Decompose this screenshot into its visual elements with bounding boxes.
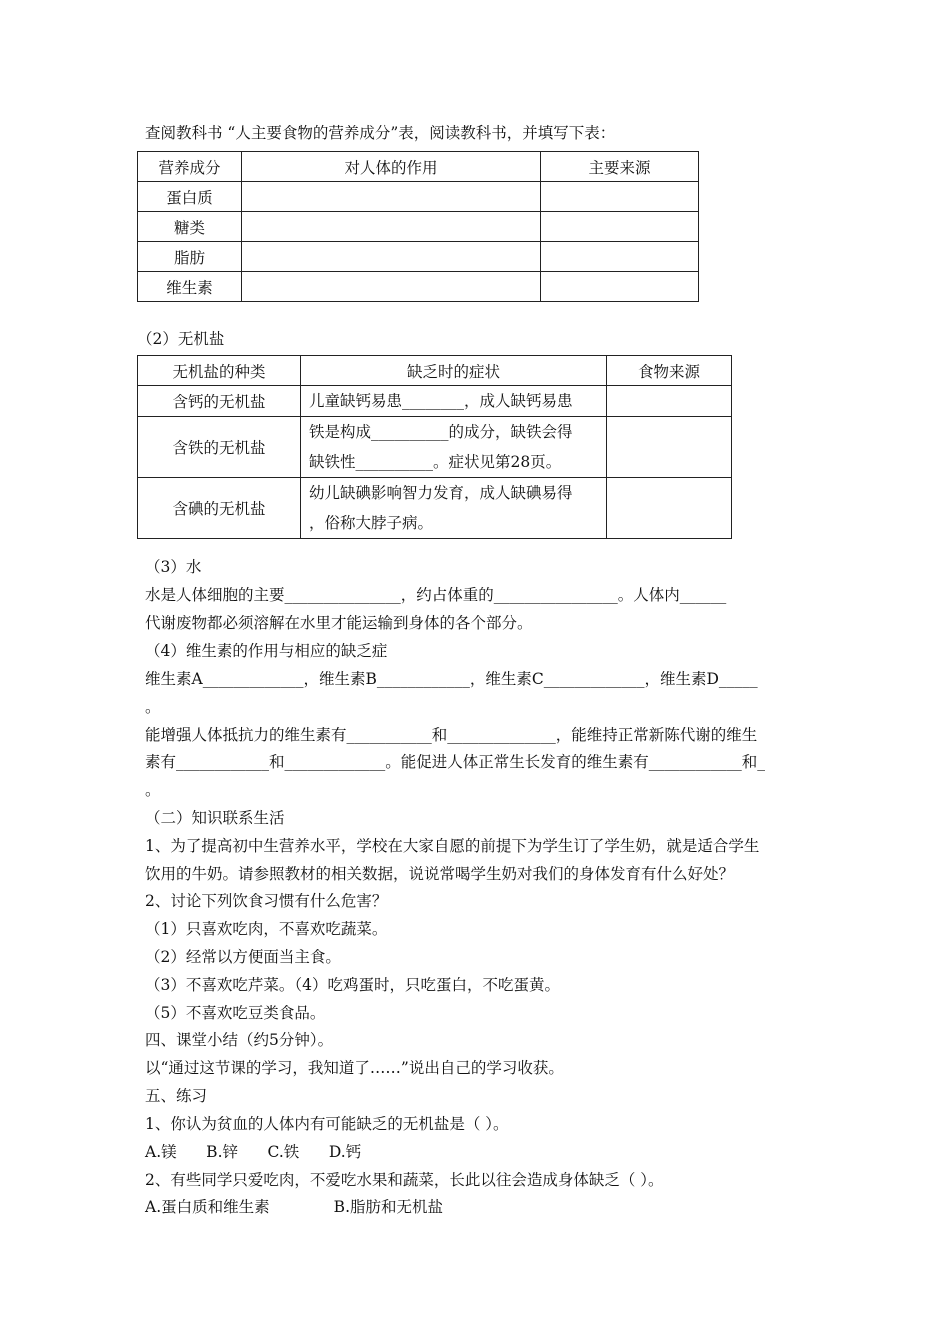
section-heading: （2）无机盐 bbox=[137, 330, 225, 348]
table-cell bbox=[242, 182, 541, 212]
cell-line: 缺铁性__________。症状见第28页。 bbox=[309, 453, 562, 471]
table-row-label: 含铁的无机盐 bbox=[138, 417, 301, 478]
text-line: 维生素A_____________，维生素B____________，维生素C_____________，维生素D_____ bbox=[145, 670, 758, 688]
text-line: 五、练习 bbox=[145, 1087, 208, 1105]
text-line: （4）维生素的作用与相应的缺乏症 bbox=[145, 642, 388, 660]
table-header: 营养成分 bbox=[138, 152, 242, 182]
text-line: 水是人体细胞的主要_______________，约占体重的________________。人体内______ bbox=[145, 586, 727, 604]
table-cell bbox=[607, 478, 732, 539]
text-line: 素有____________和_____________。能促进人体正常生长发育的维生素有____________和_ bbox=[145, 753, 766, 771]
text-line: （3）不喜欢吃芹菜。（4）吃鸡蛋时，只吃蛋白，不吃蛋黄。 bbox=[145, 976, 560, 994]
text-line: 2、有些同学只爱吃肉，不爱吃水果和蔬菜，长此以往会造成身体缺乏（ ）。 bbox=[145, 1171, 664, 1189]
text-line: （3）水 bbox=[145, 558, 202, 576]
table-cell bbox=[301, 417, 607, 478]
text-line: 饮用的牛奶。请参照教材的相关数据，说说常喝学生奶对我们的身体发育有什么好处？ bbox=[145, 865, 735, 883]
cell-line: 幼儿缺碘影响智力发育，成人缺碘易得 bbox=[309, 484, 573, 502]
text-line: 2、讨论下列饮食习惯有什么危害？ bbox=[145, 892, 388, 910]
text-line: （二）知识联系生活 bbox=[145, 809, 285, 827]
text-line: A.镁 B.锌 C.铁 D.钙 bbox=[145, 1143, 362, 1161]
table-cell bbox=[242, 272, 541, 302]
intro-text: 查阅教科书 “人主要食物的营养成分”表，阅读教科书，并填写下表： bbox=[145, 124, 616, 142]
table-row-label: 脂肪 bbox=[138, 242, 242, 272]
text-line: 。 bbox=[145, 698, 161, 716]
cell-line: ，俗称大脖子病。 bbox=[309, 514, 434, 532]
table-cell bbox=[242, 242, 541, 272]
text-line: 代谢废物都必须溶解在水里才能运输到身体的各个部分。 bbox=[145, 614, 533, 632]
table-header: 缺乏时的症状 bbox=[301, 356, 607, 386]
text-line: 。 bbox=[145, 781, 161, 799]
table-header: 对人体的作用 bbox=[242, 152, 541, 182]
table-cell bbox=[242, 212, 541, 242]
table-cell: 儿童缺钙易患________，成人缺钙易患 bbox=[301, 386, 607, 417]
text-line: （1）只喜欢吃肉，不喜欢吃蔬菜。 bbox=[145, 920, 388, 938]
text-line: A.蛋白质和维生素 B.脂肪和无机盐 bbox=[145, 1198, 443, 1216]
mineral-table bbox=[137, 355, 732, 539]
text-line: （5）不喜欢吃豆类食品。 bbox=[145, 1004, 326, 1022]
nutrient-table bbox=[137, 151, 699, 302]
table-cell bbox=[541, 242, 699, 272]
table-cell bbox=[301, 478, 607, 539]
text-line: （2）经常以方便面当主食。 bbox=[145, 948, 341, 966]
cell-line: 铁是构成__________的成分，缺铁会得 bbox=[309, 423, 573, 441]
table-cell bbox=[607, 386, 732, 417]
table-cell bbox=[541, 272, 699, 302]
table-row-label: 蛋白质 bbox=[138, 182, 242, 212]
text-line: 四、课堂小结（约5分钟）。 bbox=[145, 1031, 334, 1049]
table-row-label: 维生素 bbox=[138, 272, 242, 302]
table-cell bbox=[541, 182, 699, 212]
table-row-label: 含碘的无机盐 bbox=[138, 478, 301, 539]
table-row-label: 糖类 bbox=[138, 212, 242, 242]
table-header: 无机盐的种类 bbox=[138, 356, 301, 386]
text-line: 以“通过这节课的学习，我知道了……”说出自己的学习收获。 bbox=[145, 1059, 564, 1077]
table-cell bbox=[607, 417, 732, 478]
table-cell bbox=[541, 212, 699, 242]
table-header: 主要来源 bbox=[541, 152, 699, 182]
text-line: 能增强人体抵抗力的维生素有___________和______________，能维持正常新陈代谢的维生 bbox=[145, 726, 758, 744]
text-line: 1、你认为贫血的人体内有可能缺乏的无机盐是（ ）。 bbox=[145, 1115, 509, 1133]
text-line: 1、为了提高初中生营养水平，学校在大家自愿的前提下为学生订了学生奶，就是适合学生 bbox=[145, 837, 760, 855]
table-header: 食物来源 bbox=[607, 356, 732, 386]
table-row-label: 含钙的无机盐 bbox=[138, 386, 301, 417]
